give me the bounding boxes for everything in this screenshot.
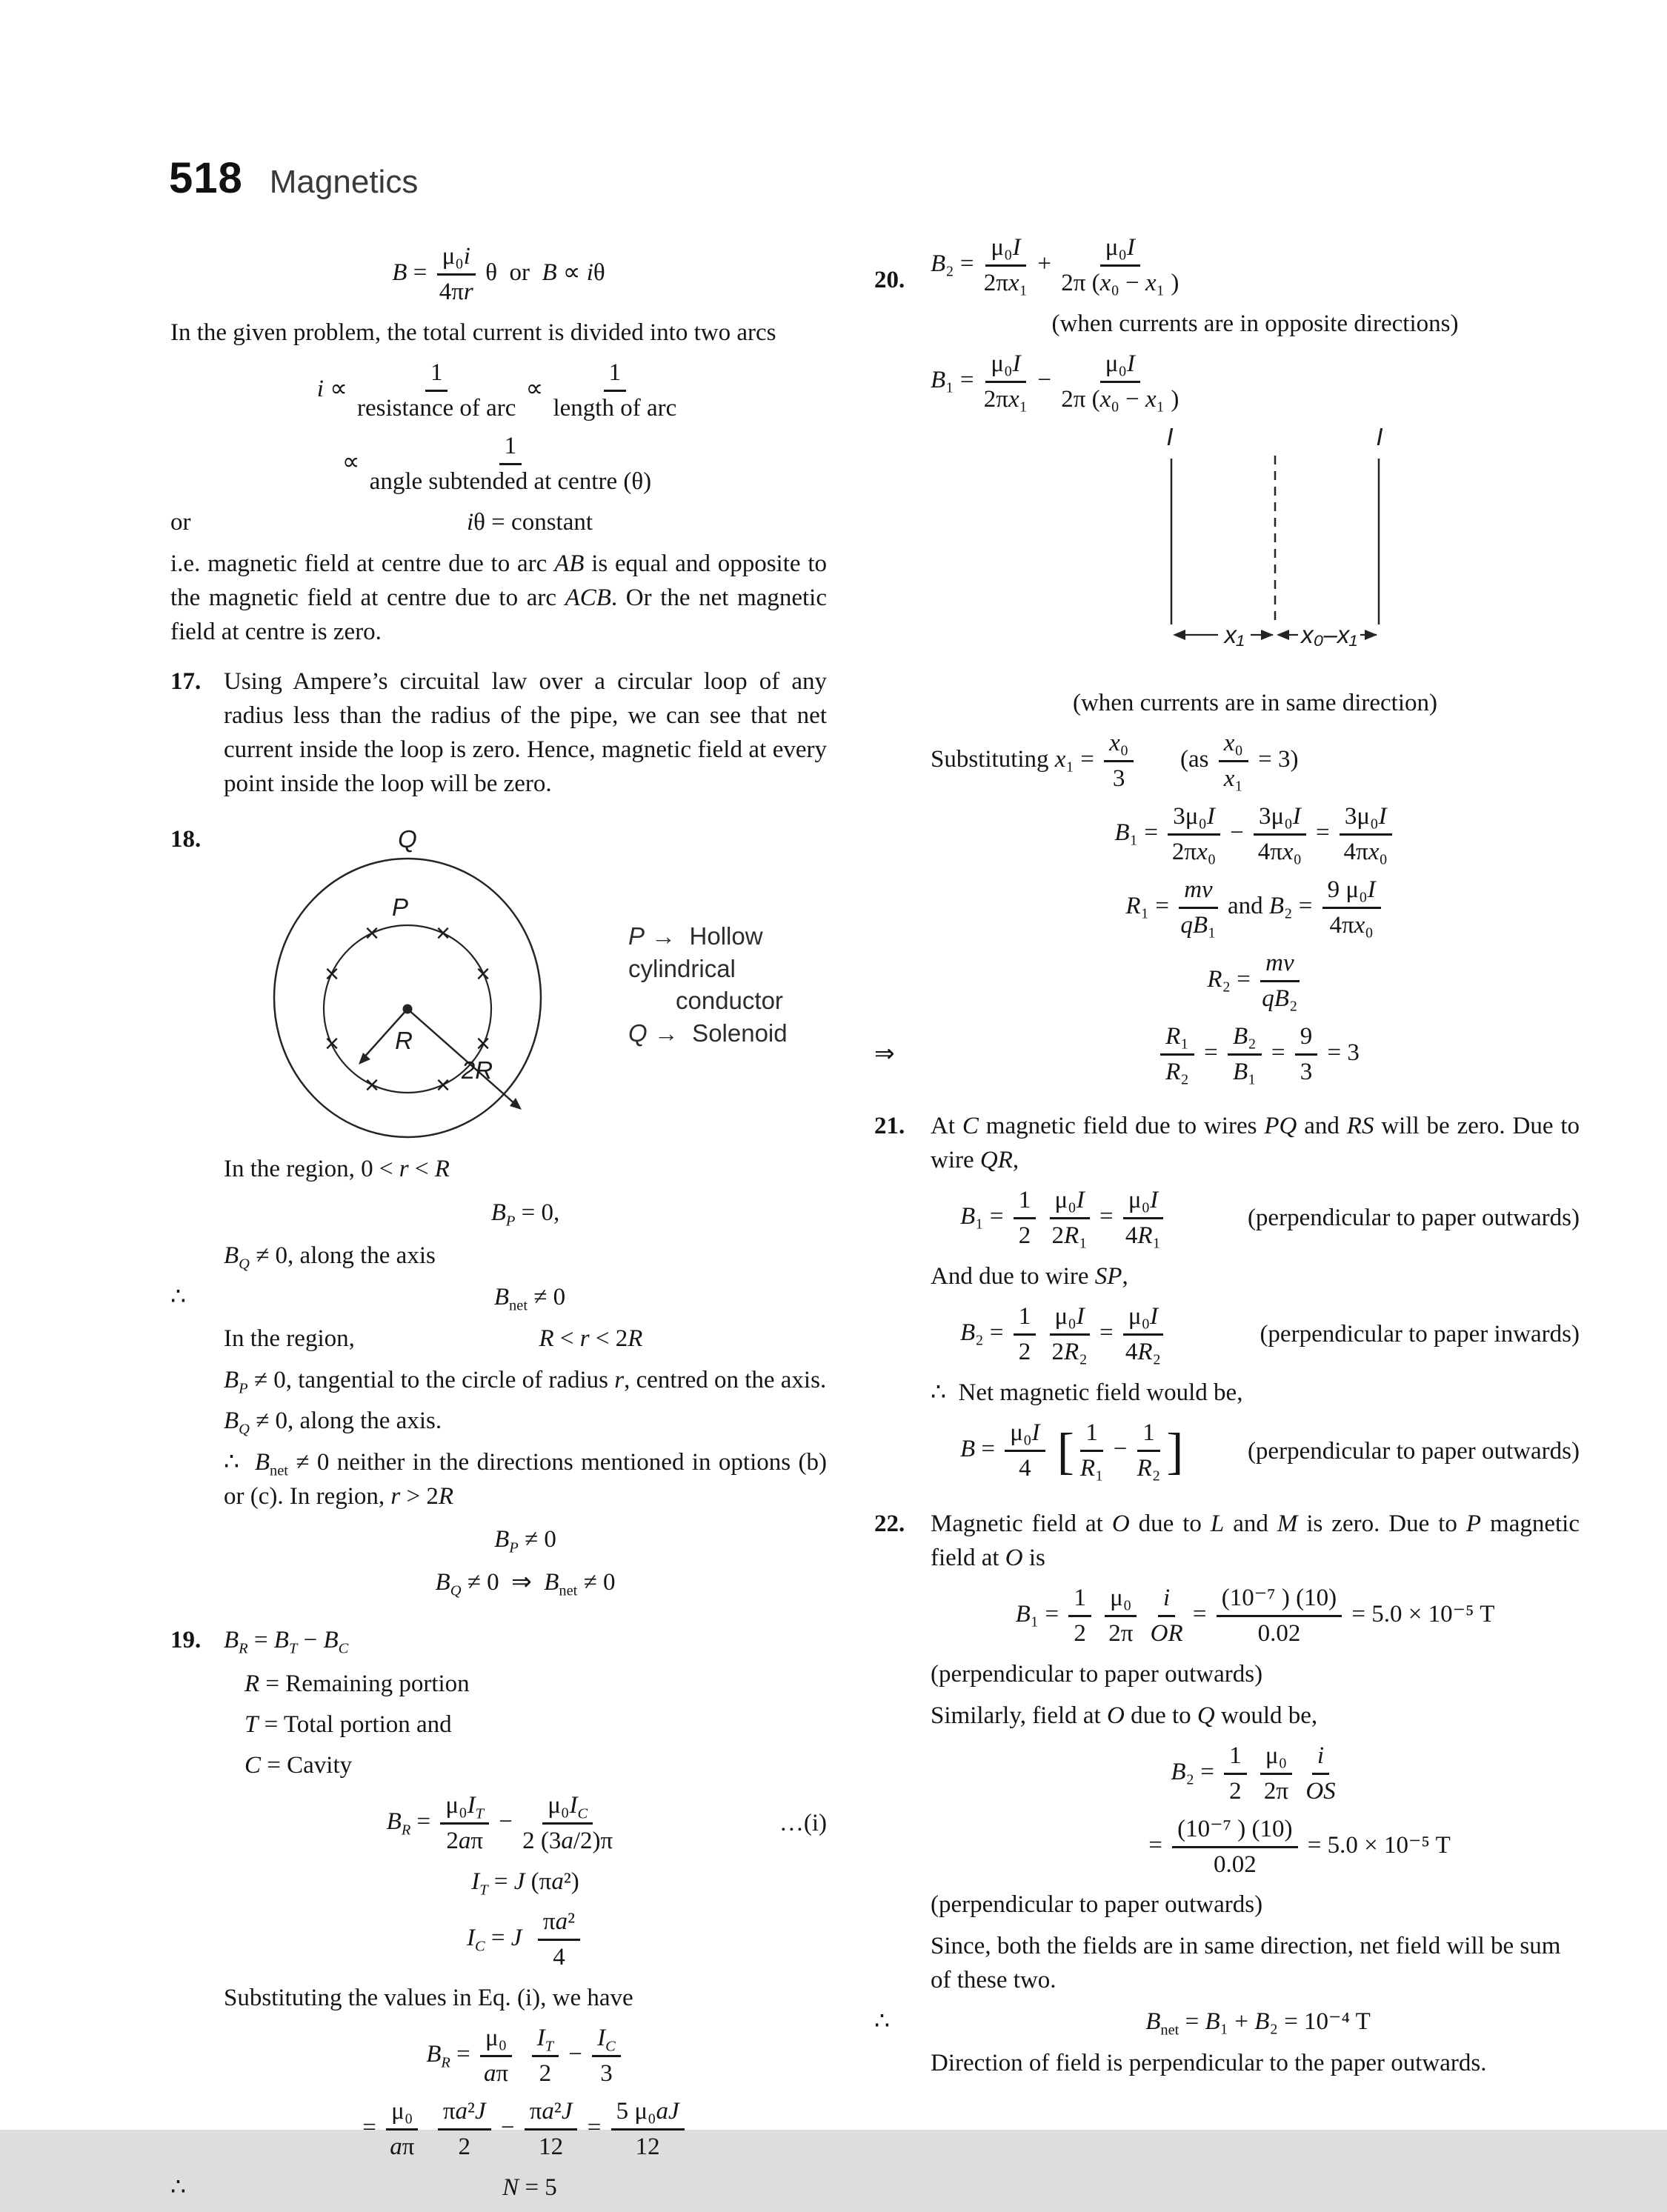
radius-R-arrowhead [359, 1053, 370, 1065]
therefore-symbol: ∴ [874, 2008, 890, 2035]
equation-i-row [224, 1791, 827, 1856]
dim-arrowhead [1261, 630, 1274, 640]
dim-arrowhead [1365, 630, 1377, 640]
cross-mark: × [365, 1071, 379, 1100]
para-region-1: In the region, 0 < r < R [224, 1156, 450, 1183]
item-18 [170, 822, 834, 1608]
cross-mark: × [476, 960, 490, 989]
equation-b2-os: B₂ = $\frac{1}{2}$ $\frac{\text{μ₀}}{2\pi}$ $\frac{i}{OS}$ [1171, 1742, 1336, 1805]
para-bp-tangential: $B_P \ne 0$, tangential to the circle of radius r, centred on the axis. [224, 1367, 827, 1397]
or-label: or [170, 508, 191, 536]
note-outwards-3: (perpendicular to paper outwards) [931, 1661, 1263, 1688]
para-substituting-x: Substituting x₁ = $\frac{\text{x₀}}{3}$ (as $\frac{\text{x₀}}{\text{x₁}}$ = 3) [931, 730, 1299, 793]
equation-tag-i: …(i) [779, 1810, 827, 1837]
item-number-21: 21. [874, 1112, 905, 1139]
equation-21c-row [931, 1419, 1580, 1483]
cross-mark: × [436, 1071, 450, 1100]
para-since: Since, both the fields are in same direction, net field will be sum of these two. [931, 1932, 1567, 1993]
item-21 [874, 1109, 1586, 1492]
equation-bp-nonzero: $B_P \ne 0$ [494, 1526, 556, 1556]
therefore-symbol: ∴ [170, 2174, 186, 2201]
wires-diagram [1116, 423, 1434, 667]
implies-symbol: ⇒ [874, 1041, 895, 1068]
item-22 [874, 1507, 1586, 2087]
equation-bp-zero: $B_P = 0$, [490, 1199, 560, 1230]
para-net-field-zero: i.e. magnetic field at centre due to arc AB is equal and opposite to the magnetic field at centre due to arc ACB. Or the net magnetic field at centre is zero. [170, 550, 834, 646]
equation-br-3: = $\frac{\text{μ₀}}{a\pi}$ $\frac{\text{πa²J}}{2}$ − $\frac{\text{πa²J}}{12}$ = $\frac{\text{5 μ₀aJ}}{12}$ [224, 2097, 827, 2162]
note-opposite-directions: (when currents are in opposite directions) [1051, 310, 1459, 337]
label-x1: x₁ [1224, 620, 1245, 648]
right-column [874, 233, 1586, 2212]
equation-ic: $I_C = J$ $\frac{\text{πa²}}{4}$ [224, 1908, 827, 1972]
para-direction: Direction of field is perpendicular to the paper outwards. [931, 2050, 1487, 2077]
note-same-direction: (when currents are in same direction) [1072, 690, 1438, 717]
therefore-symbol: ∴ [170, 1283, 186, 1310]
solenoid-diagram [224, 825, 609, 1145]
line-bnet-sum [874, 2005, 1580, 2039]
equation-arc-field: B = $\frac{\text{μ₀i}}{4\pi r}$ θ or B ∝ iθ [392, 243, 605, 305]
item-number-18: 18. [170, 826, 202, 853]
page-content [170, 233, 1586, 2212]
item-19 [170, 1623, 827, 2212]
item-number-22: 22. [874, 1510, 905, 1538]
legend-line-Q: Q → Solenoid [628, 1019, 788, 1047]
page-number: 518 [169, 154, 243, 202]
equation-ratio: $\frac{\text{R₁}}{\text{R₂}}$ = $\frac{\text{B₂}}{\text{B₁}}$ = $\frac{9}{3}$ = 3 [936, 1022, 1580, 1087]
line-region-2 [224, 1322, 827, 1356]
para-bq-axis-2: $B_Q \ne 0$, along the axis. [224, 1408, 442, 1439]
para-22: Magnetic field at O due to L and M is zero. Due to P magnetic field at O is [931, 1510, 1586, 1572]
para-substituting: Substituting the values in Eq. (i), we have [224, 1985, 633, 2012]
equation-it: $I_T = J$ (πa²) [471, 1868, 579, 1899]
item-number-20: 20. [874, 267, 905, 293]
equation-itheta: iθ = constant [466, 508, 593, 536]
figure-20 [1116, 423, 1580, 677]
para-17: Using Ampere’s circuital law over a circular loop of any radius less than the radius of the pipe, we can see that net current inside the loop is zero. Hence, magnetic field at every point inside the loop will be zero. [224, 667, 834, 798]
equation-b2-opposite: B₂ = $\frac{\text{μ₀I}}{\text{2πx₁}}$ + $\frac{\text{μ₀I}}{\text{2π (x₀ − x₁ )}}$ [931, 234, 1179, 296]
para-bq-axis: $B_Q \ne 0$, along the axis [224, 1242, 436, 1273]
dim-arrowhead [1173, 630, 1185, 640]
line-ratio [874, 1022, 1580, 1087]
label-P: P [391, 893, 409, 922]
equation-N: N = 5 [502, 2174, 557, 2201]
chapter-title: Magnetics [269, 164, 419, 200]
def-total: T = Total portion and [244, 1710, 452, 1738]
para-wire-sp: And due to wire SP, [931, 1262, 1128, 1290]
equation-21a-row [931, 1186, 1580, 1250]
item-number-17: 17. [170, 667, 202, 695]
equation-b1-or: B₁ = $\frac{1}{2}$ $\frac{\text{μ₀}}{2\pi}$ $\frac{i}{OR}$ = $\frac{\text{(10⁻⁷ ) (10)}}{0.02}$ = 5.0 × 10⁻⁵ T [1015, 1585, 1495, 1648]
equation-br-main: $B_R$ = $\frac{\mu_0I_T}{2a\pi}$ − $\frac{\mu_0I_C}{2 (3a/2)\pi}$ [386, 1792, 613, 1855]
equation-bq-bnet-nonzero: $B_Q \ne 0$ ⇒ $B_{net} \ne 0$ [435, 1569, 616, 1599]
equation-br-2: $B_R$ = $\frac{\text{μ₀}}{a\pi}$ $\frac{I_T}{2}$ − $\frac{I_C}{3}$ [224, 2024, 827, 2088]
item-17-body [224, 664, 834, 808]
figure-18-legend [628, 920, 827, 1049]
equation-br-bt-bc: $B_R = B_T - B_C$ [224, 1627, 349, 1657]
equation-b2-value: = $\frac{\text{(10⁻⁷ ) (10)}}{0.02}$ = 5.0 × 10⁻⁵ T [1148, 1815, 1451, 1878]
equation-bnet-nonzero: $B_{net} \ne 0$ [493, 1283, 566, 1314]
equation-current-proportional: i ∝ $\frac{1}{\text{resistance of arc}}$ ∝ $\frac{1}{\text{length of arc}}$ [316, 359, 677, 422]
equation-b-net: B = $\frac{\text{μ₀I}}{4}$ [ $\frac{1}{\text{R₁}}$ − $\frac{1}{\text{R₂}}$ ] [960, 1419, 1184, 1482]
label-Q: Q [398, 825, 417, 853]
line-N-5 [170, 2171, 827, 2205]
note-outwards-4: (perpendicular to paper outwards) [931, 1891, 1263, 1919]
item-21-body [931, 1109, 1586, 1492]
dim-arrowhead [1277, 630, 1289, 640]
line-bnet [170, 1280, 827, 1314]
equation-b1-qr: B₁ = $\frac{1}{2}$ $\frac{\text{μ₀I}}{\text{2R₁}}$ = $\frac{\text{μ₀I}}{\text{4R₁}}$ [960, 1186, 1167, 1250]
def-cavity: C = Cavity [244, 1751, 353, 1779]
line-itheta-constant [170, 505, 827, 539]
equation-21b-row [931, 1302, 1580, 1367]
label-current-right: I [1376, 422, 1383, 450]
cross-mark: × [325, 960, 339, 989]
label-x0-x1: x₀–x₁ [1301, 620, 1357, 648]
para-21: At C magnetic field due to wires PQ and RS will be zero. Due to wire QR, [931, 1112, 1586, 1173]
equation-r1-b2: R₁ = $\frac{mv}{\text{qB₁}}$ and B₂ = $\frac{\text{9 μ₀I}}{\text{4πx₀}}$ [931, 876, 1580, 940]
para-net-field: ∴ Net magnetic field would be, [931, 1379, 1243, 1406]
equation-r2: R₂ = $\frac{mv}{\text{qB₂}}$ [931, 949, 1580, 1013]
figure-18 [224, 825, 827, 1145]
item-17 [170, 664, 834, 808]
def-remaining: R = Remaining portion [244, 1670, 470, 1697]
para-similarly: Similarly, field at O due to Q would be, [931, 1702, 1318, 1729]
equation-b1-x0: B₁ = $\frac{\text{3μ₀I}}{\text{2πx₀}}$ − $\frac{\text{3μ₀I}}{\text{4πx₀}}$ = $\frac{\text{3μ₀I}}{\text{4πx₀}}$ [931, 802, 1580, 867]
legend-line-P: P → Hollow cylindrical [628, 922, 770, 982]
label-R: R [395, 1027, 413, 1055]
page-header [169, 148, 418, 208]
note-outwards-1: (perpendicular to paper outwards) [1247, 1205, 1580, 1232]
equation-bnet-sum: $B_{net} = B_1 + B_2 = 10^{-4}$ T [1145, 2008, 1371, 2039]
region-label: In the region, [224, 1325, 355, 1353]
equation-angle-proportional: ∝ $\frac{1}{\text{angle subtended at centre (θ)}}$ [342, 432, 652, 495]
equation-b2-sp: B₂ = $\frac{1}{2}$ $\frac{\text{μ₀I}}{\text{2R₂}}$ = $\frac{\text{μ₀I}}{\text{4R₂}}$ [960, 1302, 1167, 1367]
note-outwards-2: (perpendicular to paper outwards) [1247, 1437, 1580, 1465]
cross-mark: × [436, 919, 450, 948]
item-20 [874, 233, 1580, 1094]
cross-mark: × [325, 1030, 339, 1059]
para-neither-options: ∴ $B_{net} \ne 0$ neither in the directions mentioned in options (b) or (c). In region, r > 2R [224, 1448, 834, 1510]
legend-line-conductor: conductor [676, 987, 783, 1015]
equation-region-2: R < r < 2R [539, 1325, 643, 1353]
item-number-19: 19. [170, 1627, 202, 1654]
left-column [170, 233, 834, 2212]
note-inwards: (perpendicular to paper inwards) [1260, 1321, 1580, 1348]
label-2R: 2R [461, 1056, 493, 1085]
equation-b1-opposite: B₁ = $\frac{\text{μ₀I}}{\text{2πx₁}}$ − $\frac{\text{μ₀I}}{\text{2π (x₀ − x₁ )}}$ [931, 350, 1179, 413]
label-current-left: I [1166, 422, 1174, 450]
para-given-problem: In the given problem, the total current is divided into two arcs [170, 319, 776, 346]
cross-mark: × [476, 1030, 490, 1059]
cross-mark: × [365, 919, 379, 948]
